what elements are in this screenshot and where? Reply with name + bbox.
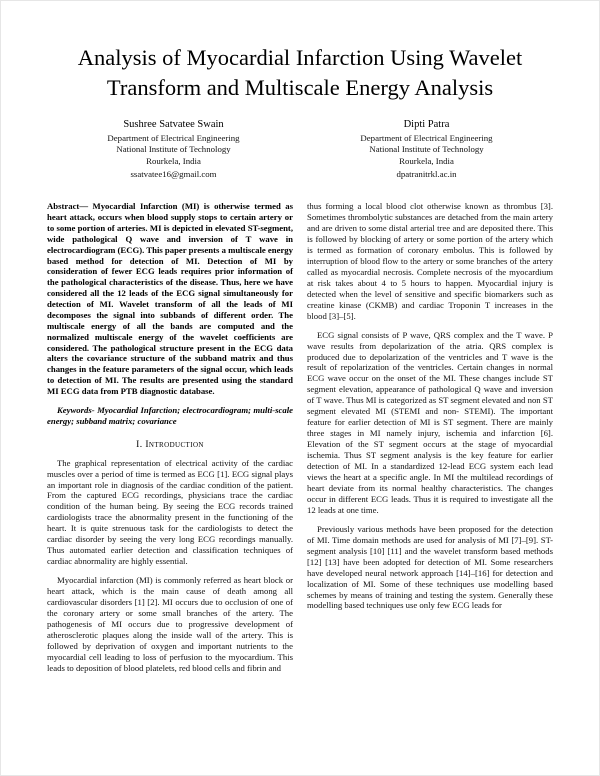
intro-paragraph-2-continued: thus forming a local blood clot otherwise known as thrombus [3]. Sometimes thrombolytic substances are detached from the main artery and are driven to some distal arterial tree and are deposited there. This is followed by blocking of artery or some portion of the artery which is termed as formation of coronary embolus. This is followed by interruption of blood flow to the artery or some branches of the artery called as myocardial necrosis. Complete necrosis of the myocardium at risk takes about 4 to 5 hours to happen. Myocardial injury is detected when the level of sensitive and specific biomarkers such as creatine kinase (CKMB) and cardiac Troponin T increases in the blood [3]–[5]. [307,201,553,321]
author-institution: National Institute of Technology [116,144,231,155]
section-heading-introduction: I. Introduction [136,438,204,450]
intro-paragraph-1: The graphical representation of electrical activity of the cardiac muscles over a period of time is termed as ECG [1]. ECG signal plays an important role in diagnosis of the cardiac condition of the patient. From the captured ECG recordings, physicians trace the cardiac condition of the human being. By seeing the ECG records trained cardiologists trace the abnormality present in the functioning of the heart. It is quite strenuous task for the cardiologists to detect the cardiac disorder by seeing the very long ECG recordings manually. Thus automated earlier detection and classification techniques of cardiac abnormality are highly essential. [47,457,293,567]
keywords-label: Keywords- [57,404,95,415]
intro-paragraph-2: Myocardial infarction (MI) is commonly referred as heart block or heart attack, which is the main cause of death among all cardiovascular disorders [1] [2]. MI occurs due to occlusion of one of the coronary artery or some small branches of the artery. The pathogenesis of MI occurs due to progressive development of atherosclerotic plaques along the inside wall of the artery. This is followed by deprivation of oxygen and important nutrients to the myocardial cell leading to loss of perfusion to the myocardium. This leads to deposition of blood platelets, red blood cells and fibrin and [47,575,293,673]
left-column [47,201,293,682]
author-institution: National Institute of Technology [369,144,484,155]
author-email: dpatranitrkl.ac.in [396,168,457,179]
author-left [47,117,300,181]
abstract-text: Myocardial Infarction (MI) is otherwise termed as heart attack, occurs when blood supply stops to certain artery or to some portion of arteries. MI is depicted in elevated ST-segment, wide pathological Q wave and inversion of T wave in electrocardiogram (ECG). This paper presents a multiscale energy based method for detection of MI. Detection of MI by consideration of fewer ECG leads requires prior information of the pathological characteristics of the disease. Thus, here we have considered all the 12 leads of the ECG signal simultaneously for detection of MI. Wavelet transform of all the leads of MI decomposes the signal into subbands of different order. The multiscale energy of all the bands are computed and the normalized multiscale energy of the wavelet coefficients are considered. The pathological structure present in the ECG data alters the covariance structure of the subband matrix and thus changes in the feature parameters of the signal occur, which leads to detection of MI. The results are presented using the standard MI ECG data from PTB diagnostic database. [47,201,293,396]
author-right [300,117,553,181]
intro-paragraph-3: ECG signal consists of P wave, QRS complex and the T wave. P wave results from depolarization of the atria. QRS complex is produced due to depolarization of the ventricles and T wave is the result of repolarization of the ventricles. Certain changes in normal ECG wave occur on the onset of the MI. These changes include ST segment elevation, appearance of pathological Q wave and inversion of T wave. Thus MI is categorized as ST segment elevated and non ST segment elevated MI (STEMI and non- STEMI). The important feature for earlier detection of MI is ST segment. There are mainly three stages in MI namely injury, ischemia and infarction [6]. Elevation of the ST segment occurs at the stage of myocardial ischemia. Thus ST segment analysis is the key feature for earlier detection of MI. In a standardized 12-lead ECG system each lead views the heart at a specific angle. In MI the multilead recordings of heart deviate from its normal healthy characteristics. The changes occur in different ECG leads. Thus it is required to investigate all the 12 leads at one time. [307,329,553,515]
author-department: Department of Electrical Engineering [107,132,240,143]
authors-block [47,117,553,181]
intro-paragraph-4: Previously various methods have been proposed for the detection of MI. Time domain methods are used for analysis of MI [7]–[9]. ST- segment analysis [10] [11] and the wavelet transform based methods [12] [13] have been adopted for detection of MI. Some researchers have developed neural network approach [14]–[16] for detection and localization of MI. Some of these techniques use modelling based schemes by means of training and testing the system. Generally these modelling based techniques use only few ECG leads for [307,523,553,611]
abstract-paragraph [47,201,293,397]
abstract-label: Abstract— [47,201,89,212]
author-name: Sushree Satvatee Swain [123,119,224,131]
body-columns [47,201,553,682]
keywords-paragraph [47,405,293,427]
author-location: Rourkela, India [146,156,201,167]
author-location: Rourkela, India [399,156,454,167]
author-department: Department of Electrical Engineering [360,132,493,143]
paper-title: Analysis of Myocardial Infarction Using Wavelet Transform and Multiscale Energy Analysis [77,45,523,100]
right-column [307,201,553,682]
author-name: Dipti Patra [403,119,450,131]
keywords-text: Myocardial Infarction; electrocardiogram; multi-scale energy; subband matrix; covariance [47,404,294,426]
author-email: ssatvatee16@gmail.com [130,168,217,179]
